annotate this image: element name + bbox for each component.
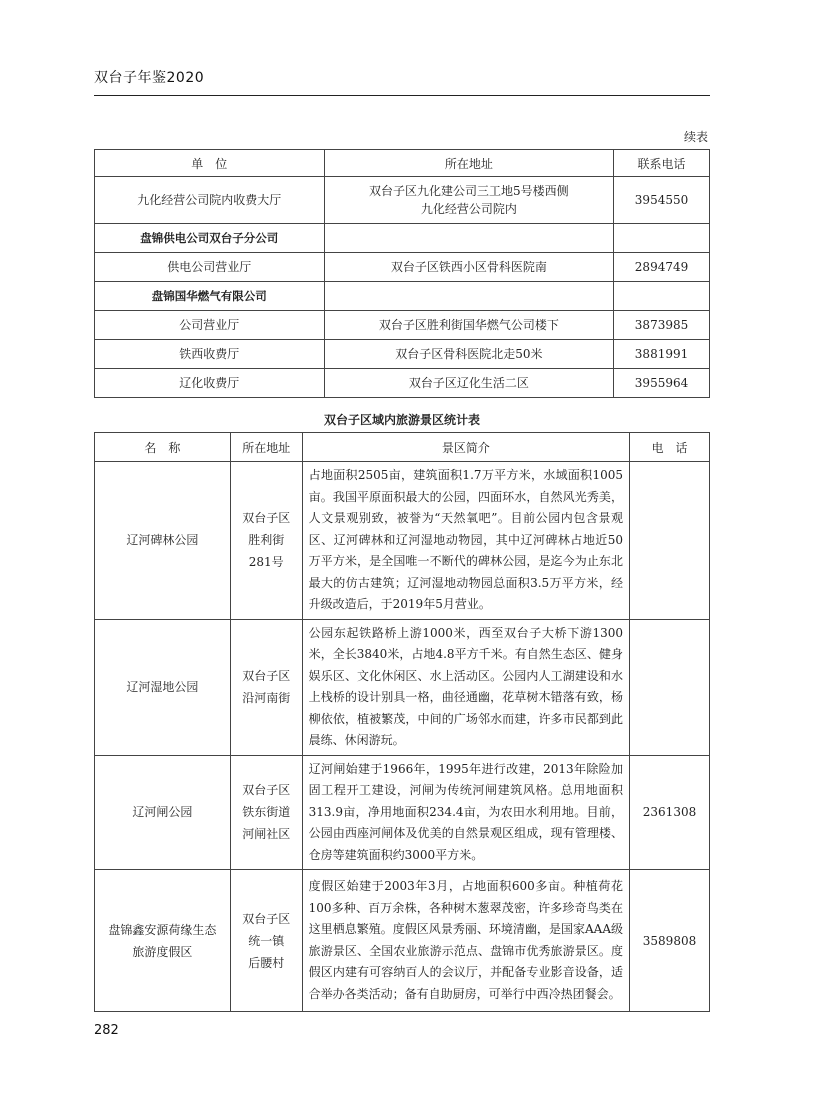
empty-cell	[614, 282, 710, 311]
name-line: 辽河湿地公园	[126, 680, 199, 694]
column-header-phone: 电 话	[630, 433, 710, 462]
address-cell: 双台子区铁西小区骨科医院南	[324, 253, 613, 282]
table-row	[95, 870, 710, 1012]
unit-cell: 九化经营公司院内收费大厅	[95, 177, 325, 224]
name-cell	[95, 619, 231, 755]
address-line: 双台子区	[242, 511, 291, 526]
address-line: 双台子区	[242, 911, 291, 926]
address-cell	[230, 870, 302, 1012]
address-cell: 双台子区辽化生活二区	[324, 369, 613, 398]
name-cell	[95, 870, 231, 1012]
name-cell	[95, 462, 231, 620]
address-line: 统一镇	[248, 933, 285, 948]
empty-cell	[614, 224, 710, 253]
name-line: 盘锦鑫安源荷缘生态	[108, 922, 217, 937]
name-cell	[95, 755, 231, 870]
address-line: 九化经营公司院内	[420, 202, 517, 216]
address-line: 铁东街道	[242, 805, 291, 820]
address-cell	[324, 177, 613, 224]
intro-cell: 辽河闸始建于1966年，1995年进行改建，2013年除险加固工程开工建设，河闸为传统河闸建筑风格。总用地面积313.9亩，净用地面积234.4亩，为农田水利用地。目前，公园由西座河闸体及优美的自然景观区组成，现有管理楼、仓房等建筑面积约3000平方米。	[302, 755, 629, 870]
address-line: 沿河南街	[242, 691, 291, 705]
table-header-row	[95, 433, 710, 462]
address-line: 胜利街	[248, 533, 285, 548]
group-title-cell: 盘锦供电公司双台子分公司	[95, 224, 325, 253]
column-header-phone: 联系电话	[614, 150, 710, 177]
address-line: 双台子区	[242, 783, 291, 798]
column-header-address: 所在地址	[324, 150, 613, 177]
phone-cell	[630, 619, 710, 755]
table-group-row	[95, 282, 710, 311]
page-number: 282	[94, 1023, 119, 1038]
empty-cell	[324, 282, 613, 311]
unit-cell: 公司营业厅	[95, 311, 325, 340]
address-cell: 双台子区骨科医院北走50米	[324, 340, 613, 369]
phone-cell: 3881991	[614, 340, 710, 369]
table-row	[95, 311, 710, 340]
phone-cell: 2894749	[614, 253, 710, 282]
intro-cell: 度假区始建于2003年3月，占地面积600多亩。种植荷花100多种、百万余株，各种树木葱翠茂密，许多珍奇鸟类在这里栖息繁殖。度假区风景秀丽、环境清幽，是国家AAA级旅游景区、全国农业旅游示范点、盘锦市优秀旅游景区。度假区内建有可容纳百人的会议厅，并配备专业影音设备，适合举办各类活动；备有自助厨房，可举行中西冷热团餐会。	[302, 870, 629, 1012]
phone-cell: 3955964	[614, 369, 710, 398]
intro-cell: 公园东起铁路桥上游1000米，西至双台子大桥下游1300米，全长3840米，占地4.8平方千米。有自然生态区、健身娱乐区、文化休闲区、水上活动区。公园内人工湖建设和水上栈桥的设计别具一格，曲径通幽，花草树木错落有致，杨柳依依，植被繁茂，中间的广场邻水而建，许多市民都到此晨练、休闲游玩。	[302, 619, 629, 755]
unit-cell: 辽化收费厅	[95, 369, 325, 398]
address-line: 后腰村	[248, 955, 285, 970]
column-header-name: 名 称	[95, 433, 231, 462]
table-row	[95, 253, 710, 282]
table-row	[95, 340, 710, 369]
phone-cell: 2361308	[630, 755, 710, 870]
phone-cell: 3954550	[614, 177, 710, 224]
address-cell	[230, 755, 302, 870]
column-header-address: 所在地址	[230, 433, 302, 462]
unit-cell: 供电公司营业厅	[95, 253, 325, 282]
address-cell: 双台子区胜利街国华燃气公司楼下	[324, 311, 613, 340]
column-header-unit: 单 位	[95, 150, 325, 177]
tourism-table-title: 双台子区域内旅游景区统计表	[323, 413, 480, 427]
column-header-intro: 景区简介	[302, 433, 629, 462]
name-line: 辽河闸公园	[132, 805, 193, 820]
table-row	[95, 462, 710, 620]
phone-cell: 3589808	[630, 870, 710, 1012]
header-divider	[94, 95, 710, 96]
unit-cell: 铁西收费厅	[95, 340, 325, 369]
address-cell	[230, 462, 302, 620]
table-header-row	[95, 150, 710, 177]
name-line: 辽河碑林公园	[126, 533, 199, 548]
address-line: 河闸社区	[242, 827, 291, 842]
table-group-row	[95, 224, 710, 253]
name-line: 旅游度假区	[132, 944, 193, 959]
empty-cell	[324, 224, 613, 253]
address-line: 双台子区九化建公司三工地5号楼西侧	[369, 184, 569, 198]
table-row	[95, 755, 710, 870]
address-cell	[230, 619, 302, 755]
table-row	[95, 177, 710, 224]
address-line: 双台子区	[242, 669, 291, 683]
group-title-cell: 盘锦国华燃气有限公司	[95, 282, 325, 311]
tourism-spots-table	[94, 432, 710, 1012]
running-header-title: 双台子年鉴2020	[94, 70, 205, 86]
phone-cell: 3873985	[614, 311, 710, 340]
table-row	[95, 369, 710, 398]
utility-contacts-table	[94, 149, 710, 398]
intro-cell: 占地面积2505亩，建筑面积1.7万平方米，水域面积1005亩。我国平原面积最大的公园，四面环水，自然风光秀美，人文景观别致，被誉为“天然氧吧”。目前公园内包含景观区、辽河碑林和辽河湿地动物园，其中辽河碑林占地近50万平方米，是全国唯一不断代的碑林公园，是迄今为止东北最大的仿古建筑；辽河湿地动物园总面积3.5万平方米，经升级改造后，于2019年5月营业。	[302, 462, 629, 620]
address-line: 281号	[248, 555, 284, 570]
table-row	[95, 619, 710, 755]
continued-label: 续表	[683, 130, 708, 144]
phone-cell	[630, 462, 710, 620]
